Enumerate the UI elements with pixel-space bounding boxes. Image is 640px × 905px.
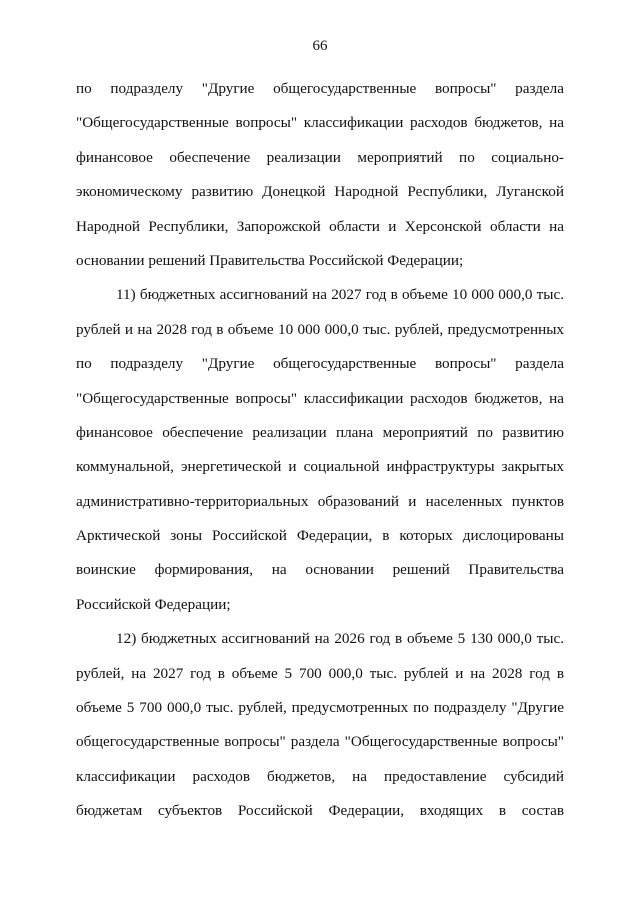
text-line: основании решений Правительства Российской Федерации; <box>76 251 464 269</box>
text-line: 12) бюджетных ассигнований на 2026 год в объеме 5 130 000,0 тыс. <box>116 630 564 648</box>
text-line: по подразделу "Другие общегосударственные вопросы" раздела <box>76 355 564 373</box>
text-line: Арктической зоны Российской Федерации, в которых дислоцированы <box>76 527 564 545</box>
text-line: коммунальной, энергетической и социальной инфраструктуры закрытых <box>76 458 564 476</box>
text-line: Российской Федерации; <box>76 595 231 613</box>
paragraph <box>76 628 564 834</box>
text-line: Народной Республики, Запорожской области и Херсонской области на <box>76 217 564 235</box>
text-line: финансовое обеспечение реализации плана мероприятий по развитию <box>76 423 564 441</box>
paragraph <box>76 284 564 628</box>
text-line: по подразделу "Другие общегосударственные вопросы" раздела <box>76 80 564 97</box>
text-line: "Общегосударственные вопросы" классификации расходов бюджетов, на <box>76 114 564 132</box>
paragraph <box>76 78 564 284</box>
page-number: 66 <box>312 38 328 54</box>
document-body <box>76 78 564 835</box>
text-line: рублей и на 2028 год в объеме 10 000 000,0 тыс. рублей, предусмотренных <box>76 320 564 338</box>
text-line: рублей, на 2027 год в объеме 5 700 000,0 тыс. рублей и на 2028 год в <box>76 664 564 682</box>
text-line: классификации расходов бюджетов, на предоставление субсидий <box>76 767 564 785</box>
text-line: экономическому развитию Донецкой Народной Республики, Луганской <box>76 183 564 201</box>
text-line: воинские формирования, на основании решений Правительства <box>76 561 564 579</box>
text-line: административно-территориальных образований и населенных пунктов <box>76 492 564 510</box>
text-line: финансовое обеспечение реализации мероприятий по социально- <box>76 148 564 166</box>
text-line: объеме 5 700 000,0 тыс. рублей, предусмотренных по подразделу "Другие <box>76 699 564 717</box>
text-line: общегосударственные вопросы" раздела "Общегосударственные вопросы" <box>76 733 564 751</box>
text-line: "Общегосударственные вопросы" классификации расходов бюджетов, на <box>76 389 564 407</box>
text-line: 11) бюджетных ассигнований на 2027 год в объеме 10 000 000,0 тыс. <box>116 286 564 304</box>
text-line: бюджетам субъектов Российской Федерации, входящих в состав <box>76 802 564 820</box>
